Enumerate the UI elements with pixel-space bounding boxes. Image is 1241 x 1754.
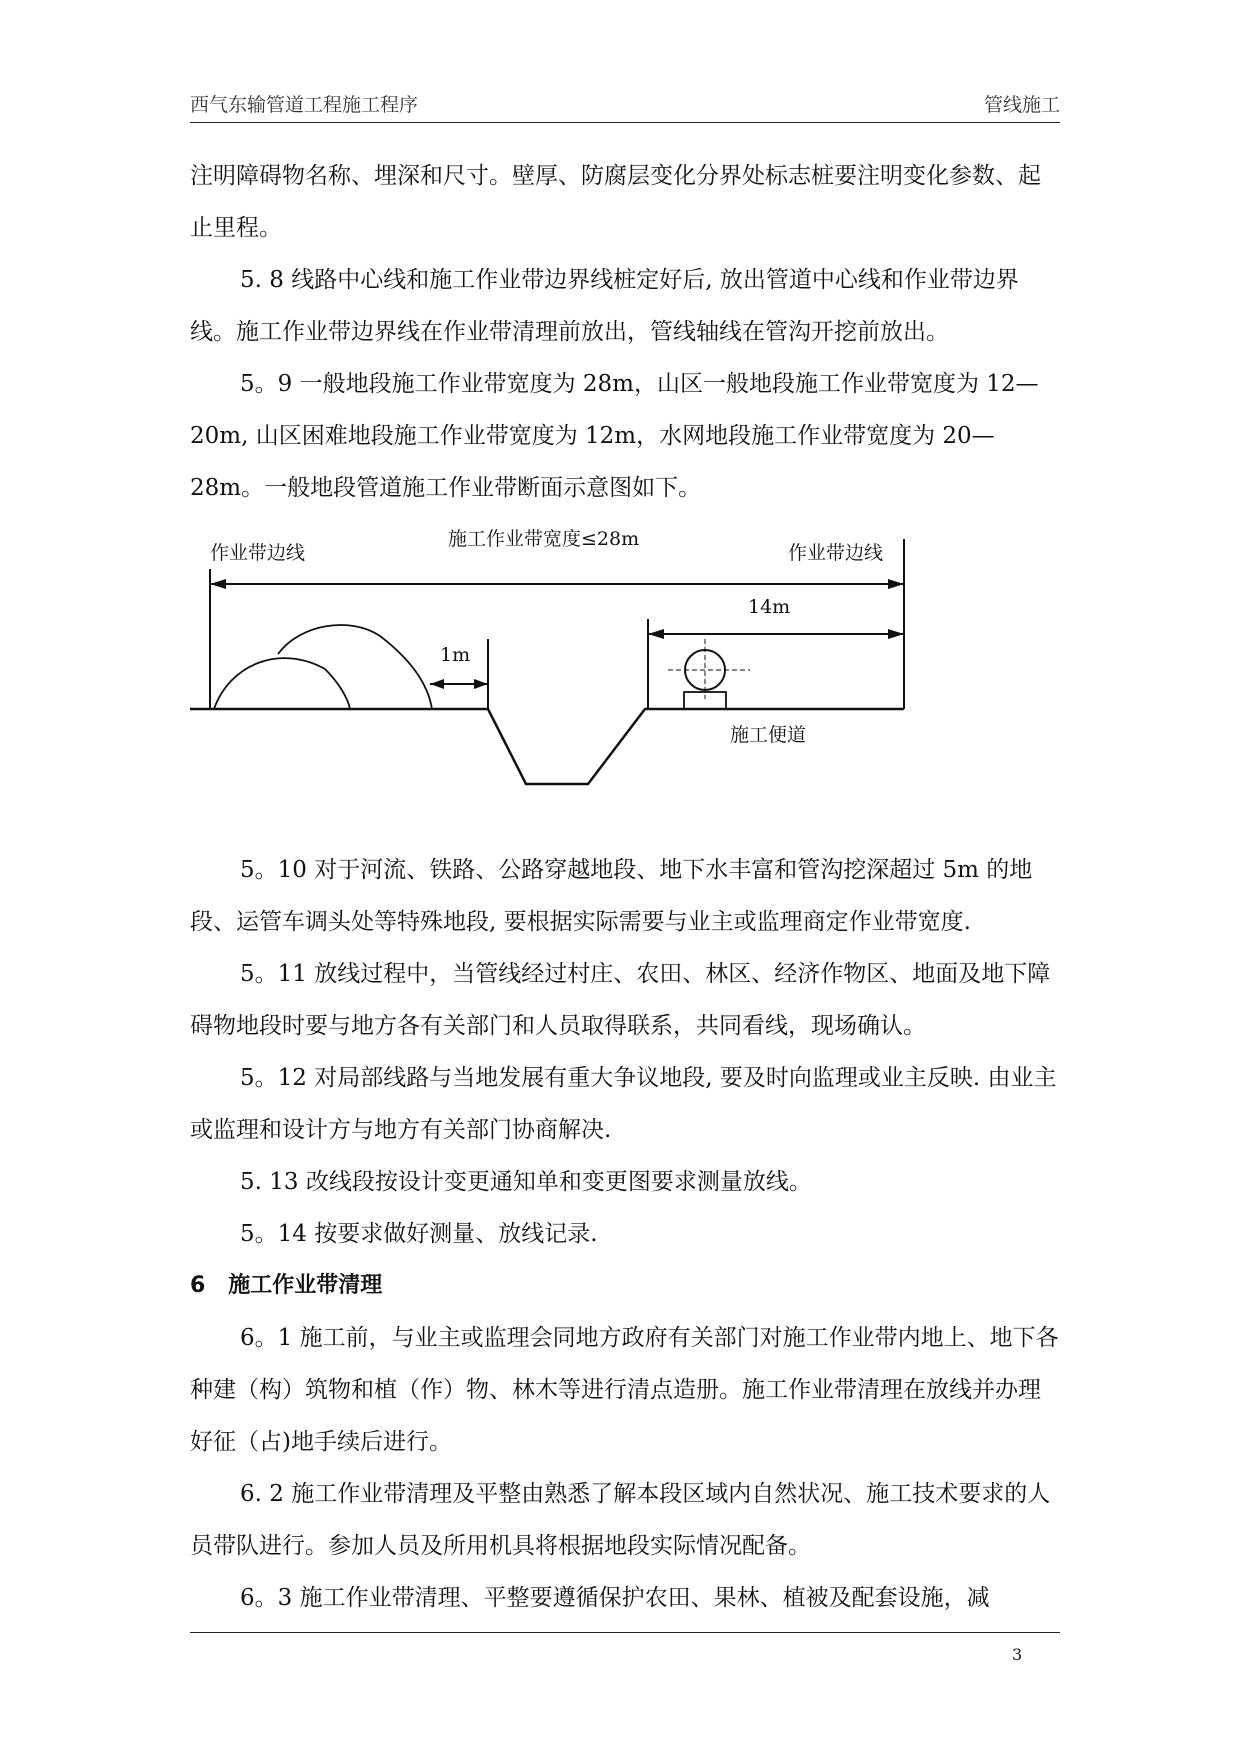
section-number: 6 — [190, 1273, 206, 1298]
dim-14m-arrow-left — [648, 629, 664, 639]
paragraph-5-12: 5。12 对局部线路与当地发展有重大争议地段, 要及时向监理或业主反映. 由业主或监理和设计方与地方有关部门协商解决. — [190, 1065, 1057, 1143]
paragraph-continuation: 注明障碍物名称、埋深和尺寸。壁厚、防腐层变化分界处标志桩要注明变化参数、起止里程。 — [190, 163, 1041, 241]
header-document-title: 西气东输管道工程施工程序 — [190, 94, 419, 116]
width-label: 施工作业带宽度≤28m — [448, 528, 640, 550]
paragraph-5-14: 5。14 按要求做好测量、放线记录. — [240, 1221, 598, 1247]
page-header — [190, 86, 1060, 123]
dim-14m-arrow-right — [888, 629, 904, 639]
gap-1m-label: 1m — [440, 644, 471, 666]
width-arrow-left — [210, 579, 226, 589]
header-section-title: 管线施工 — [983, 94, 1060, 116]
paragraph-5-10: 5。10 对于河流、铁路、公路穿越地段、地下水丰富和管沟挖深超过 5m 的地段、运管车调头处等特殊地段, 要根据实际需要与业主或监理商定作业带宽度. — [190, 857, 1033, 935]
cross-section-drawing — [190, 524, 1060, 844]
pipe-support-block — [684, 692, 726, 709]
dim-14m-label: 14m — [748, 596, 791, 618]
right-edge-label: 作业带边线 — [788, 542, 884, 564]
road-label: 施工便道 — [730, 724, 807, 746]
paragraph-5-13: 5. 13 改线段按设计变更通知单和变更图要求测量放线。 — [240, 1169, 812, 1195]
document-body — [190, 150, 1060, 1624]
work-strip-cross-section-figure — [190, 524, 1060, 844]
paragraph-6-2: 6. 2 施工作业带清理及平整由熟悉了解本段区域内自然状况、施工技术要求的人员带队进行。参加人员及所用机具将根据地段实际情况配备。 — [190, 1481, 1051, 1559]
paragraph-5-11: 5。11 放线过程中，当管线经过村庄、农田、林区、经济作物区、地面及地下障碍物地段时要与地方各有关部门和人员取得联系，共同看线，现场确认。 — [190, 961, 1051, 1039]
spoil-mound-small — [214, 658, 350, 709]
paragraph-6-3: 6。3 施工作业带清理、平整要遵循保护农田、果林、植被及配套设施，减 — [240, 1585, 990, 1611]
page-number: 3 — [1012, 1645, 1023, 1664]
section-6-heading — [190, 1260, 1060, 1312]
paragraph-5-9: 5。9 一般地段施工作业带宽度为 28m，山区一般地段施工作业带宽度为 12—20m, 山区困难地段施工作业带宽度为 12m，水网地段施工作业带宽度为 20—28m。一般地段管道施工作业带断面示意图如下。 — [190, 371, 1039, 501]
gap-1m-arrow-left — [430, 679, 444, 689]
spoil-mound-large — [278, 625, 432, 709]
gap-1m-arrow-right — [474, 679, 488, 689]
left-edge-label: 作业带边线 — [210, 542, 306, 564]
footer-rule — [190, 1632, 1060, 1633]
section-title: 施工作业带清理 — [228, 1273, 383, 1298]
width-arrow-right — [888, 579, 904, 589]
paragraph-5-8: 5. 8 线路中心线和施工作业带边界线桩定好后, 放出管道中心线和作业带边界线。施工作业带边界线在作业带清理前放出，管线轴线在管沟开挖前放出。 — [190, 267, 1019, 345]
paragraph-6-1: 6。1 施工前，与业主或监理会同地方政府有关部门对施工作业带内地上、地下各种建（构）筑物和植（作）物、林木等进行清点造册。施工作业带清理在放线并办理好征（占)地手续后进行。 — [190, 1325, 1059, 1455]
ground-and-trench-profile — [190, 709, 904, 784]
